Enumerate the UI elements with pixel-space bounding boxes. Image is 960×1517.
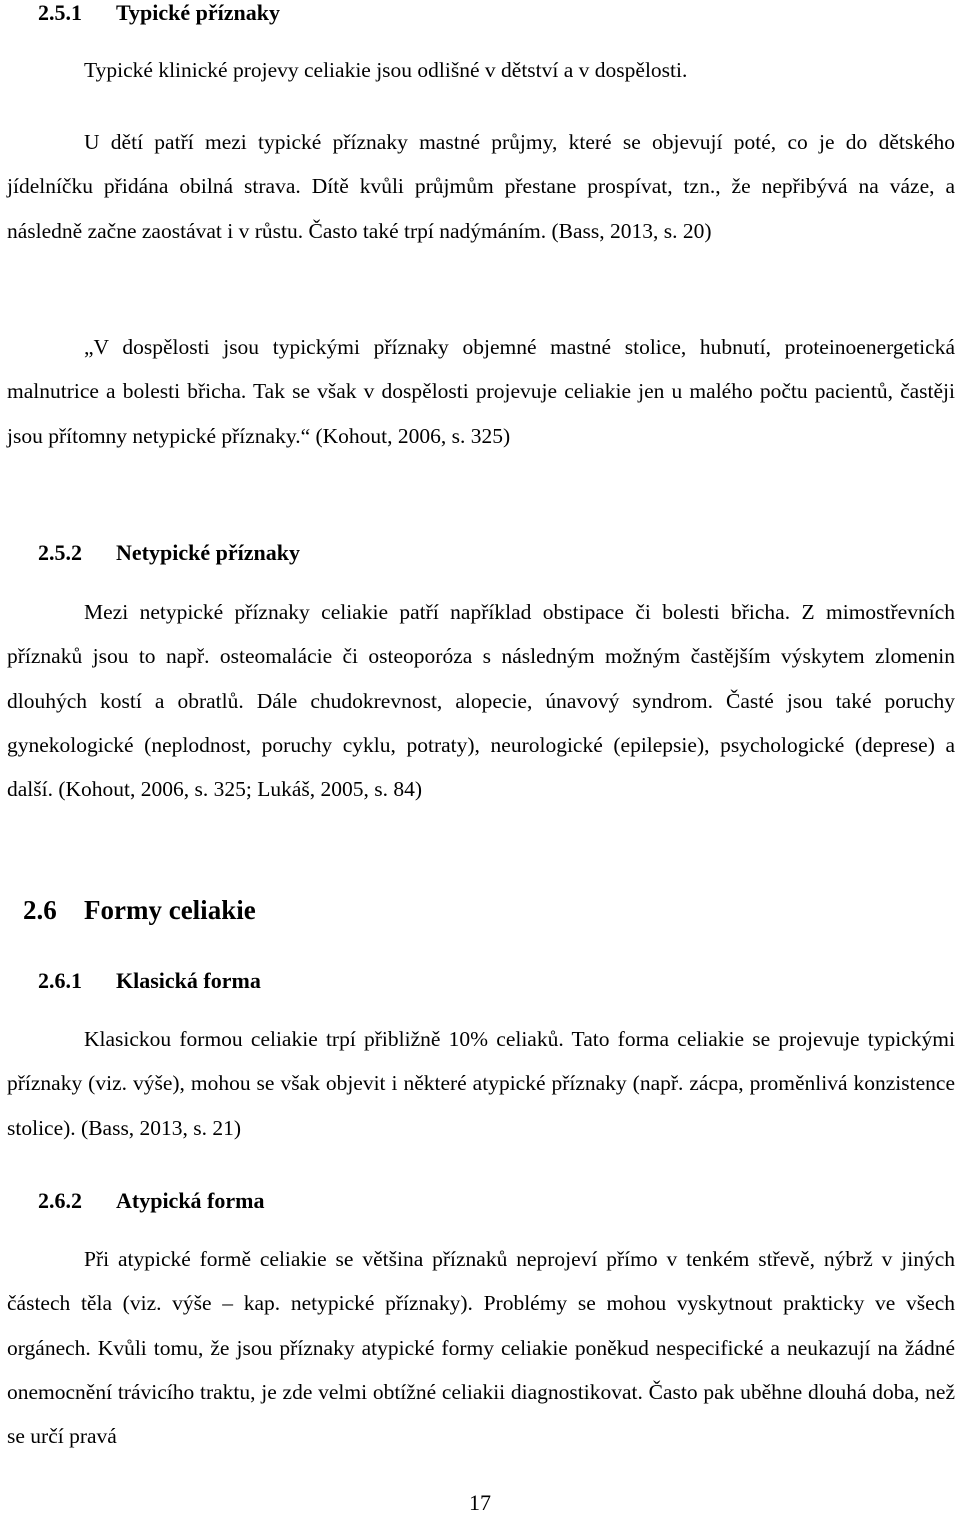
heading-title: Netypické příznaky: [116, 540, 300, 565]
heading-2-6: [23, 893, 256, 927]
page-number: 17: [469, 1490, 491, 1515]
paragraph-adult-symptoms-quote: „V dospělosti jsou typickými příznaky objemné mastné stolice, hubnutí, proteinoenergetická malnutrice a bolesti břicha. Tak se však v dospělosti projevuje celiakie jen u malého počtu pacientů, častěji jsou přítomny netypické příznaky.“ (Kohout, 2006, s. 325): [7, 335, 955, 448]
heading-2-6-1: [38, 967, 261, 995]
heading-title: Atypická forma: [116, 1188, 265, 1213]
paragraph-atypical-form: Při atypické formě celiakie se většina příznaků neprojeví přímo v tenkém střevě, nýbrž v jiných částech těla (viz. výše – kap. netypické příznaky). Problémy se mohou vyskytnout prakticky ve všech orgánech. Kvůli tomu, že jsou příznaky atypické formy celiakie poněkud nespecifické a neukazují na žádné onemocnění trávicího traktu, je zde velmi obtížné celiakii diagnostikovat. Často pak uběhne dlouhá doba, než se určí pravá: [7, 1247, 955, 1449]
heading-title: Typické příznaky: [116, 0, 281, 25]
heading-2-5-2: [38, 539, 300, 567]
heading-2-6-2: [38, 1187, 264, 1215]
heading-2-5-1: [38, 0, 280, 27]
heading-number: 2.6.2: [38, 1188, 82, 1213]
paragraph-atypical-symptoms: Mezi netypické příznaky celiakie patří například obstipace či bolesti břicha. Z mimostřevních příznaků jsou to např. osteomalácie či osteoporóza s následným možným častějším výskytem zlomenin dlouhých kostí a obratlů. Dále chudokrevnost, alopecie, únavový syndrom. Časté jsou také poruchy gynekologické (neplodnost, poruchy cyklu, potraty), neurologické (epilepsie), psychologické (deprese) a další. (Kohout, 2006, s. 325; Lukáš, 2005, s. 84): [7, 600, 955, 802]
paragraph-children-symptoms: U dětí patří mezi typické příznaky mastné průjmy, které se objevují poté, co je do dětského jídelníčku přidána obilná strava. Dítě kvůli průjmům přestane prospívat, tzn., že nepřibývá na váze, a následně začne zaostávat i v růstu. Často také trpí nadýmáním. (Bass, 2013, s. 20): [7, 130, 955, 243]
heading-title: Formy celiakie: [84, 895, 256, 925]
heading-number: 2.5.1: [38, 0, 82, 25]
heading-number: 2.5.2: [38, 540, 82, 565]
heading-number: 2.6: [23, 895, 57, 925]
paragraph-classic-form: Klasickou formou celiakie trpí přibližně 10% celiaků. Tato forma celiakie se projevuje typickými příznaky (viz. výše), mohou se však objevit i některé atypické příznaky (např. zácpa, proměnlivá konzistence stolice). (Bass, 2013, s. 21): [7, 1027, 955, 1140]
heading-number: 2.6.1: [38, 968, 82, 993]
paragraph-typical-intro: Typické klinické projevy celiakie jsou odlišné v dětství a v dospělosti.: [84, 58, 688, 82]
heading-title: Klasická forma: [116, 968, 261, 993]
